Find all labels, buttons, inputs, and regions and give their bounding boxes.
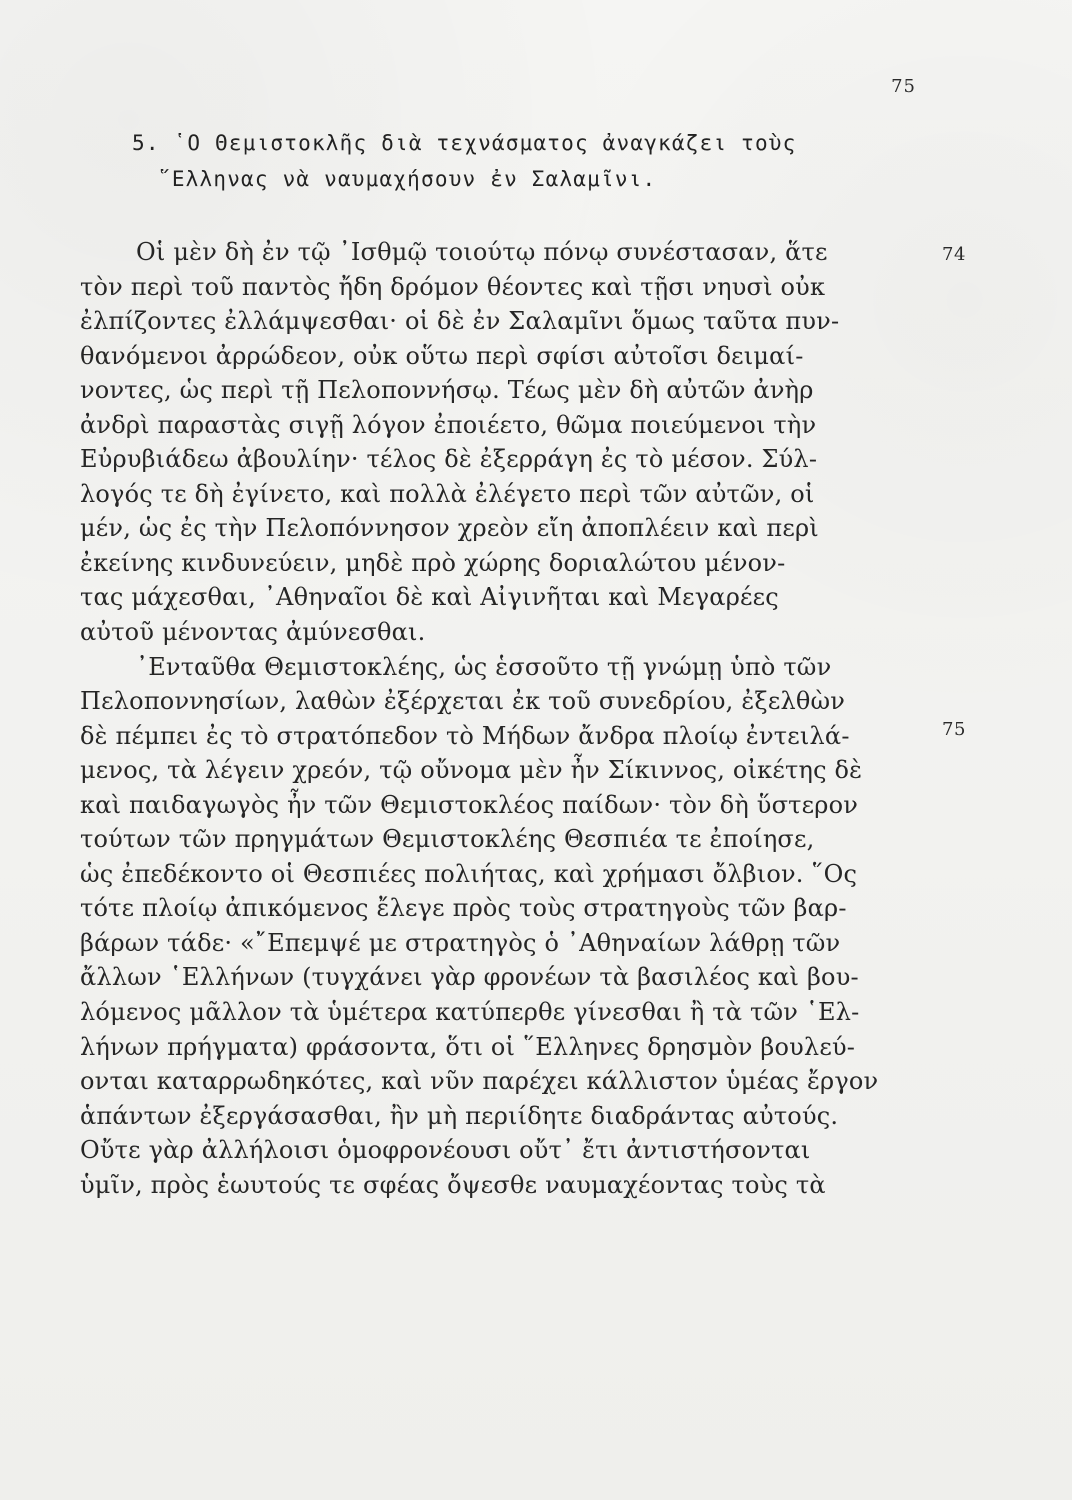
- text-line: Οὔτε γὰρ ἀλλήλοισι ὁμοφρονέουσι οὔτ᾿ ἔτι ἀντιστήσονται: [80, 1136, 811, 1165]
- greek-text-block: [80, 235, 922, 1202]
- text-line: ᾿Ενταῦθα Θεμιστοκλέης, ὡς ἑσσοῦτο τῇ γνώμῃ ὑπὸ τῶν: [136, 652, 832, 681]
- margin-note-75: 75: [942, 719, 966, 740]
- margin-note-74: 74: [942, 244, 966, 265]
- page-number: 75: [891, 76, 916, 97]
- text-line: ὡς ἐπεδέκοντο οἱ Θεσπιέες πολιήτας, καὶ χρήμασι ὄλβιον. ῞Ος: [80, 859, 858, 888]
- text-line: δὲ πέμπει ἐς τὸ στρατόπεδον τὸ Μήδων ἄνδρα πλοίῳ ἐντειλά-: [80, 721, 850, 750]
- text-line: καὶ παιδαγωγὸς ἦν τῶν Θεμιστοκλέος παίδων· τὸν δὴ ὕστερον: [80, 790, 859, 819]
- text-line: λήνων πρήγματα) φράσοντα, ὅτι οἱ ῞Ελληνες δρησμὸν βουλεύ-: [80, 1032, 856, 1061]
- text-line: μενος, τὰ λέγειν χρεόν, τῷ οὔνομα μὲν ἦν Σίκιννος, οἰκέτης δὲ: [80, 756, 863, 785]
- text-line: Πελοποννησίων, λαθὼν ἐξέρχεται ἐκ τοῦ συνεδρίου, ἐξελθὼν: [80, 687, 846, 716]
- text-line: τὸν περὶ τοῦ παντὸς ἤδη δρόμον θέοντες καὶ τῇσι νηυσὶ οὐκ: [80, 272, 826, 301]
- text-line: ἀνδρὶ παραστὰς σιγῇ λόγον ἐποιέετο, θῶμα ποιεύμενοι τὴν: [80, 410, 817, 439]
- text-line: τούτων τῶν πρηγμάτων Θεμιστοκλέης Θεσπιέα τε ἐποίησε,: [80, 825, 815, 854]
- text-line: μέν, ὡς ἐς τὴν Πελοπόννησον χρεὸν εἴη ἀποπλέειν καὶ περὶ: [80, 514, 819, 543]
- text-line: ονται καταρρωδηκότες, καὶ νῦν παρέχει κάλλιστον ὑμέας ἔργον: [80, 1067, 879, 1096]
- chapter-heading-line-1: 5. ῾Ο Θεμιστοκλῆς διὰ τεχνάσματος ἀναγκάζει τοὺς: [132, 131, 797, 155]
- text-line: Οἱ μὲν δὴ ἐν τῷ ᾿Ισθμῷ τοιούτῳ πόνῳ συνέστασαν, ἅτε: [136, 238, 828, 266]
- text-line: τότε πλοίῳ ἀπικόμενος ἔλεγε πρὸς τοὺς στρατηγοὺς τῶν βαρ-: [80, 894, 847, 923]
- text-line: αὐτοῦ μένοντας ἀμύνεσθαι.: [80, 618, 426, 647]
- text-line: ὑμῖν, πρὸς ἑωυτούς τε σφέας ὄψεσθε ναυμαχέοντας τοὺς τὰ: [80, 1170, 826, 1199]
- chapter-heading: [132, 125, 892, 197]
- text-line: λόμενος μᾶλλον τὰ ὑμέτερα κατύπερθε γίνεσθαι ἢ τὰ τῶν ῾Ελ-: [80, 998, 860, 1027]
- text-line: ἐλπίζοντες ἐλλάμψεσθαι· οἱ δὲ ἐν Σαλαμῖνι ὅμως ταῦτα πυν-: [80, 307, 840, 336]
- chapter-heading-line-2: ῞Ελληνας νὰ ναυμαχήσουν ἐν Σαλαμῖνι.: [158, 167, 657, 191]
- text-line: ἁπάντων ἐξεργάσασθαι, ἢν μὴ περιίδητε διαδράντας αὐτούς.: [80, 1101, 839, 1130]
- text-line: θανόμενοι ἀρρώδεον, οὐκ οὕτω περὶ σφίσι αὐτοῖσι δειμαί-: [80, 341, 804, 370]
- text-line: ἄλλων ῾Ελλήνων (τυγχάνει γὰρ φρονέων τὰ βασιλέος καὶ βου-: [80, 963, 859, 992]
- text-line: βάρων τάδε· «῎Επεμψέ με στρατηγὸς ὁ ᾿Αθηναίων λάθρῃ τῶν: [80, 928, 841, 957]
- text-line: νοντες, ὡς περὶ τῇ Πελοποννήσῳ. Τέως μὲν δὴ αὐτῶν ἀνὴρ: [80, 376, 814, 405]
- text-line: λογός τε δὴ ἐγίνετο, καὶ πολλὰ ἐλέγετο περὶ τῶν αὐτῶν, οἱ: [80, 479, 815, 508]
- text-line: τας μάχεσθαι, ᾿Αθηναῖοι δὲ καὶ Αἰγινῆται καὶ Μεγαρέες: [80, 583, 779, 612]
- text-line: ἐκείνης κινδυνεύειν, μηδὲ πρὸ χώρης δοριαλώτου μένον-: [80, 548, 786, 577]
- text-line: Εὐρυβιάδεω ἀβουλίην· τέλος δὲ ἐξερράγη ἐς τὸ μέσον. Σύλ-: [80, 445, 818, 474]
